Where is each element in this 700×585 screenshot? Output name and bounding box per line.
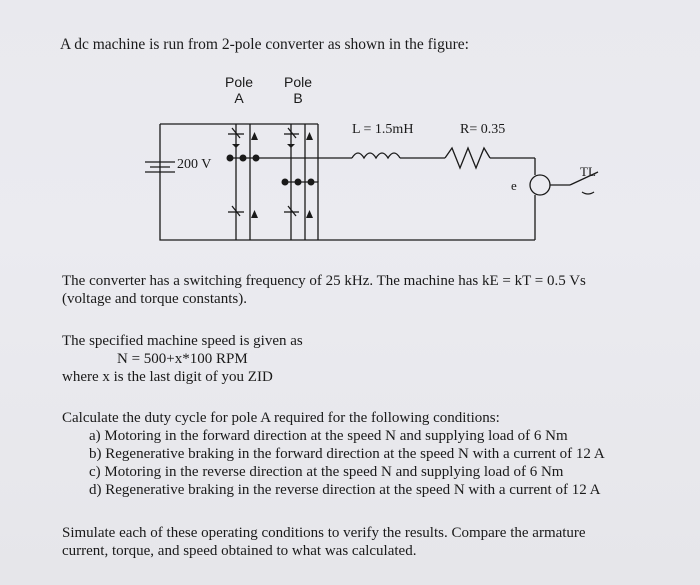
converter-description-line2: (voltage and torque constants). — [62, 291, 247, 307]
speed-formula: N = 500+x*100 RPM — [117, 351, 248, 367]
dc-machine-symbol — [530, 175, 550, 195]
condition-d: d) Regenerative braking in the reverse direction at the speed N with a current of 12 A — [89, 482, 601, 498]
speed-spec-line1: The specified machine speed is given as — [62, 333, 303, 349]
simulation-instruction-line1: Simulate each of these operating conditions to verify the results. Compare the armature — [62, 525, 586, 541]
pole-b-letter: B — [293, 90, 303, 106]
circuit-schematic — [0, 0, 700, 260]
pole-a-text: Pole — [224, 74, 254, 90]
pole-a-letter: A — [234, 90, 244, 106]
problem-intro: A dc machine is run from 2-pole converter as shown in the figure: — [60, 36, 469, 53]
emf-label: e — [511, 178, 517, 193]
load-torque-label: TL — [580, 164, 596, 179]
inductor-label: L = 1.5mH — [352, 122, 414, 137]
inductor-symbol — [352, 153, 400, 158]
converter-description-line1: The converter has a switching frequency of 25 kHz. The machine has kE = kT = 0.5 Vs — [62, 273, 586, 289]
duty-cycle-question: Calculate the duty cycle for pole A required for the following conditions: — [62, 410, 500, 426]
condition-a: a) Motoring in the forward direction at the speed N and supplying load of 6 Nm — [89, 428, 568, 444]
speed-spec-line3: where x is the last digit of you ZID — [62, 369, 273, 385]
source-voltage-label: 200 V — [177, 157, 212, 172]
pole-b-text: Pole — [283, 74, 313, 90]
simulation-instruction-line2: current, torque, and speed obtained to what was calculated. — [62, 543, 417, 559]
resistor-label: R= 0.35 — [460, 122, 506, 137]
condition-b: b) Regenerative braking in the forward direction at the speed N with a current of 12 A — [89, 446, 605, 462]
condition-c: c) Motoring in the reverse direction at the speed N and supplying load of 6 Nm — [89, 464, 564, 480]
resistor-symbol — [445, 148, 490, 168]
